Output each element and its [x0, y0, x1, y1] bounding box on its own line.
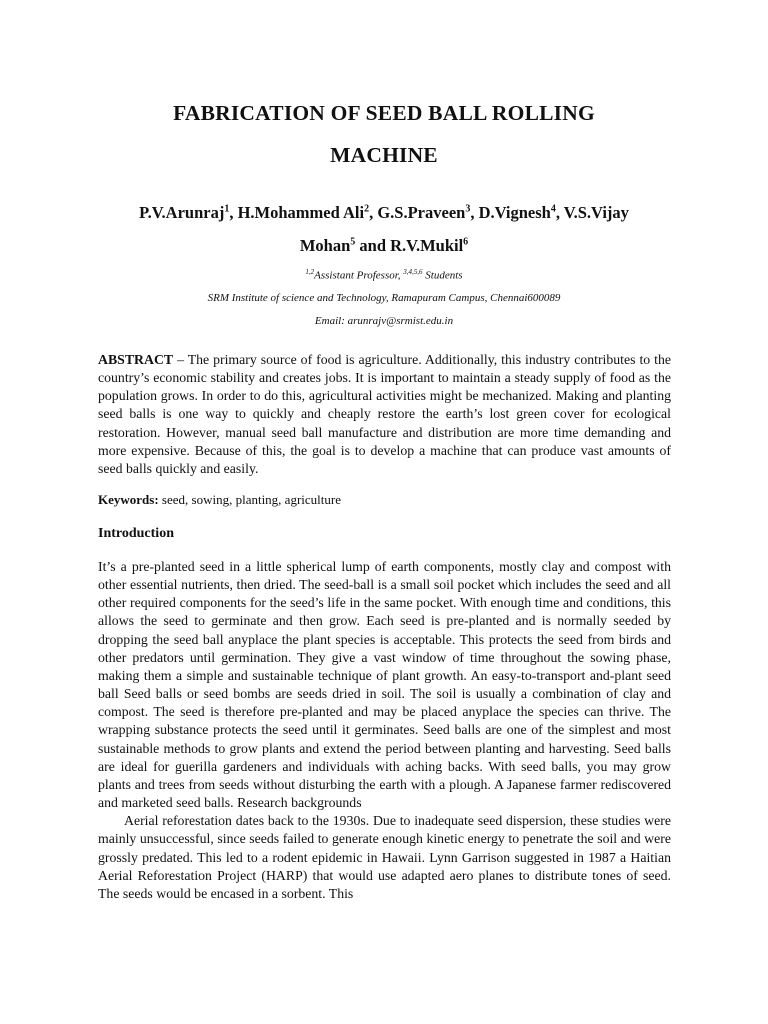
paper-title-line-1: FABRICATION OF SEED BALL ROLLING: [173, 101, 595, 125]
author-index: 5: [350, 236, 356, 248]
introduction-body: [98, 558, 671, 903]
keywords-label: Keywords:: [98, 492, 159, 507]
author-name: , D.Vignesh: [470, 203, 551, 222]
author-index: 3: [465, 203, 471, 215]
abstract-block: [98, 351, 671, 478]
introduction-paragraph-2: Aerial reforestation dates back to the 1930s. Due to inadequate seed dispersion, these studies were mainly unsuccessful, since seeds failed to generate enough kinetic energy to penetrate the soil and were grossly predated. This led to a rodent epidemic in Hawaii. Lynn Garrison suggested in 1987 a Haitian Aerial Reforestation Project (HARP) that would use adapted aero planes to distribute tones of seed. The seeds would be encased in a sorbent. This: [98, 813, 671, 901]
keywords-text: seed, sowing, planting, agriculture: [158, 492, 341, 507]
paper-title-line-2: MACHINE: [330, 143, 438, 167]
author-index: 2: [364, 203, 370, 215]
role-text: Assistant Professor,: [314, 269, 404, 282]
author-name: , H.Mohammed Ali: [229, 203, 365, 222]
keywords-line: [98, 491, 671, 509]
author-index: 1: [224, 203, 230, 215]
role-index: 3,4,5,6: [403, 268, 423, 276]
author-list-line-2: [0, 236, 768, 256]
email-line: Email: arunrajv@srmist.edu.in: [314, 315, 454, 327]
author-index: 6: [463, 236, 469, 248]
abstract-label: ABSTRACT: [98, 352, 174, 367]
author-name: Mohan: [299, 236, 351, 255]
abstract-text: – The primary source of food is agriculture. Additionally, this industry contributes to the country’s economic stability and creates jobs. It is important to maintain a steady supply of food as the population grows. In order to do this, agricultural activities might be mechanized. Making and planting seed balls is one way to quickly and cheaply restore the earth’s lost green cover for ecological restoration. However, manual seed ball manufacture and distribution are more time demanding and more expensive. Because of this, the goal is to develop a machine that can produce vast amounts of seed balls quickly and easily.: [98, 352, 671, 476]
author-name: , G.S.Praveen: [369, 203, 466, 222]
institute-line: SRM Institute of science and Technology, Ramapuram Campus, Chennai600089: [207, 292, 561, 304]
author-roles: [0, 268, 768, 282]
author-name: , V.S.Vijay: [555, 203, 629, 222]
author-name: P.V.Arunraj: [139, 203, 225, 222]
introduction-heading: Introduction: [98, 526, 174, 541]
author-name: and R.V.Mukil: [355, 236, 464, 255]
role-index: 1,2: [305, 268, 315, 276]
introduction-paragraph-1: It’s a pre-planted seed in a little spherical lump of earth components, mostly clay and compost with other essential nutrients, then dried. The seed-ball is a small soil pocket which includes the seed and all other required components for the seed’s life in the same pocket. With enough time and conditions, this allows the seed to germinate and then grow. Each seed is pre-planted and is normally seeded by dropping the seed ball anyplace the plant species is acceptable. This protects the seed from birds and other predators until germination. They give a vast window of time throughout the sowing phase, making them a simple and sustainable technique of plant growth. An easy-to-transport and-plant seed ball Seed balls or seed bombs are seeds dried in soil. The soil is usually a combination of clay and compost. The seed is therefore pre-planted and may be placed anyplace the species can thrive. The wrapping substance protects the seed until it germinates. Seed balls are one of the simplest and most sustainable methods to grow plants and extend the period between planting and harvesting. Seed balls are ideal for guerilla gardeners and individuals with aching backs. With seed balls, you may grow plants and trees from seeds without disturbing the earth with a plough. A Japanese farmer rediscovered and marketed seed balls. Research backgrounds: [98, 559, 671, 811]
author-list-line-1: [0, 203, 768, 223]
author-index: 4: [550, 203, 556, 215]
role-text: Students: [422, 269, 463, 282]
